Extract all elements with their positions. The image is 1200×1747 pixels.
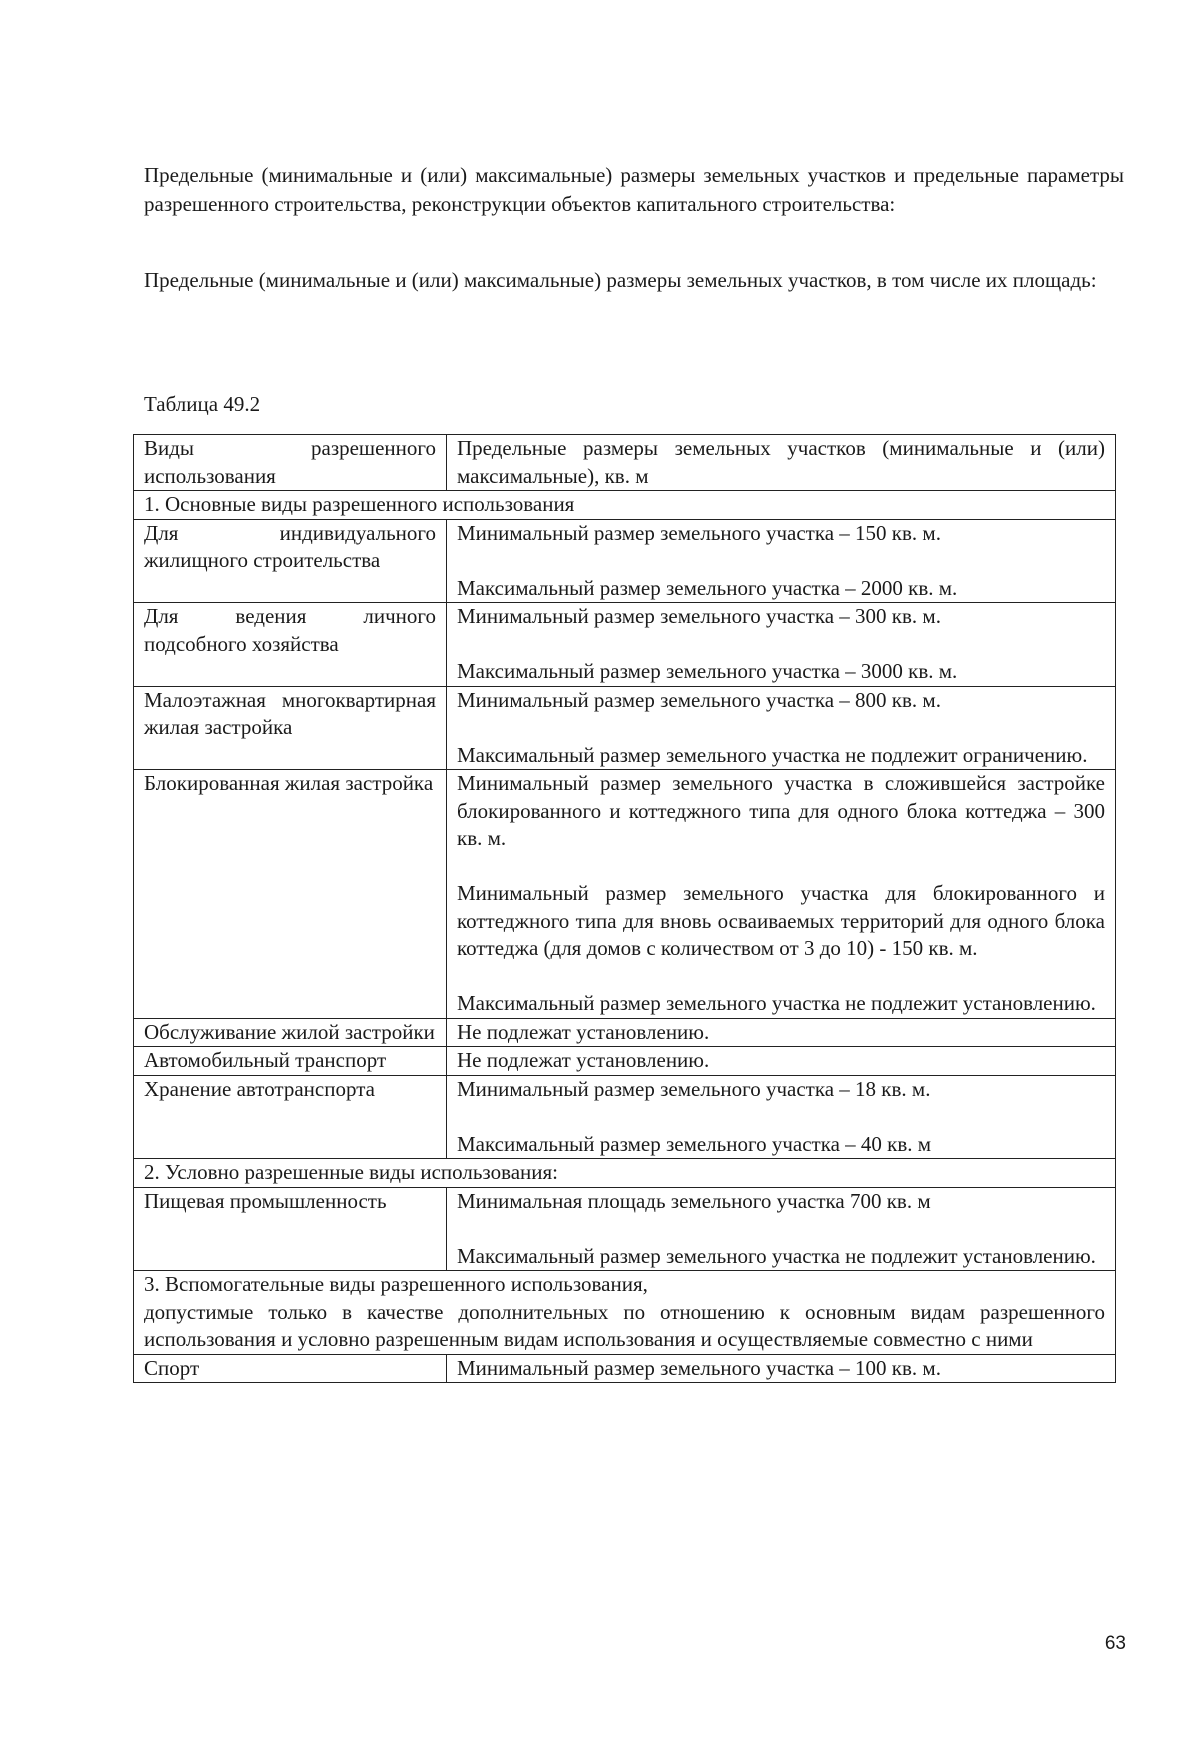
limits-cell <box>447 1187 1116 1271</box>
table-row <box>134 1354 1116 1383</box>
min-size-text: Минимальный размер земельного участка – 300 кв. м. <box>457 604 941 628</box>
max-size-text: Максимальный размер земельного участка – 3000 кв. м. <box>457 659 958 683</box>
use-type-cell: Спорт <box>134 1354 447 1383</box>
min-size-new-text: Минимальный размер земельного участка для блокированного и коттеджного типа для вновь осваиваемых территорий для одного блока коттеджа (для домов с количеством от 3 до 10) - 150 кв. м. <box>457 881 1105 960</box>
section-2-heading: 2. Условно разрешенные виды использования: <box>134 1159 1116 1188</box>
limits-cell <box>447 770 1116 1019</box>
section-row <box>134 1271 1116 1355</box>
use-type-cell: Хранение автотранспорта <box>134 1075 447 1159</box>
header-cell-size-limits: Предельные размеры земельных участков (минимальные и (или) максимальные), кв. м <box>447 435 1116 491</box>
use-type-cell: Обслуживание жилой застройки <box>134 1018 447 1047</box>
use-type-cell: Для индивидуального жилищного строительства <box>134 519 447 603</box>
limits-cell <box>447 1075 1116 1159</box>
min-size-text: Минимальная площадь земельного участка 700 кв. м <box>457 1188 931 1213</box>
limits-cell <box>447 603 1116 687</box>
section-3-title: 3. Вспомогательные виды разрешенного использования, <box>144 1272 648 1296</box>
table-row <box>134 770 1116 1019</box>
limits-cell: Не подлежат установлению. <box>447 1047 1116 1076</box>
max-size-text: Максимальный размер земельного участка – 2000 кв. м. <box>457 575 958 600</box>
table-row <box>134 1187 1116 1271</box>
section-row <box>134 491 1116 520</box>
max-size-text: Максимальный размер земельного участка не подлежит установлению. <box>457 1243 1096 1268</box>
use-type-cell: Автомобильный транспорт <box>134 1047 447 1076</box>
table-row <box>134 686 1116 770</box>
max-size-text: Максимальный размер земельного участка – 40 кв. м <box>457 1131 932 1156</box>
intro-paragraph-2: Предельные (минимальные и (или) максимальные) размеры земельных участков, в том числе их площадь: <box>144 268 1097 292</box>
min-size-text: Минимальный размер земельного участка – 150 кв. м. <box>457 520 941 545</box>
section-row <box>134 1159 1116 1188</box>
header-cell-use-types: Виды разрешенного использования <box>134 435 447 491</box>
limits-cell <box>447 686 1116 770</box>
min-size-text: Минимальный размер земельного участка – 18 кв. м. <box>457 1076 931 1101</box>
table-row <box>134 1075 1116 1159</box>
section-3-heading <box>134 1271 1116 1355</box>
use-type-cell: Для ведения личного подсобного хозяйства <box>134 603 447 687</box>
use-type-cell: Малоэтажная многоквартирная жилая застройка <box>134 686 447 770</box>
limits-cell: Не подлежат установлению. <box>447 1018 1116 1047</box>
use-type-cell: Пищевая промышленность <box>134 1187 447 1271</box>
table-row <box>134 1018 1116 1047</box>
table-caption: Таблица 49.2 <box>144 392 261 416</box>
table-row <box>134 1047 1116 1076</box>
limits-cell: Минимальный размер земельного участка – 100 кв. м. <box>447 1354 1116 1383</box>
min-size-existing-text: Минимальный размер земельного участка в сложившейся застройке блокированного и коттеджного типа для одного блока коттеджа – 300 кв. м. <box>457 771 1105 850</box>
limits-cell <box>447 519 1116 603</box>
table-row <box>134 519 1116 603</box>
section-3-description: допустимые только в качестве дополнительных по отношению к основным видам разрешенного использования и условно разрешенным видам использования и осуществляемые совместно с ними <box>144 1299 1105 1351</box>
intro-paragraph-1: Предельные (минимальные и (или) максимальные) размеры земельных участков и предельные параметры разрешенного строительства, реконструкции объектов капитального строительства: <box>144 163 1124 216</box>
max-size-text: Максимальный размер земельного участка не подлежит ограничению. <box>457 742 1088 767</box>
max-size-text: Максимальный размер земельного участка не подлежит установлению. <box>457 991 1096 1015</box>
table-row <box>134 603 1116 687</box>
section-1-heading: 1. Основные виды разрешенного использования <box>134 491 1116 520</box>
use-type-cell: Блокированная жилая застройка <box>134 770 447 1019</box>
min-size-text: Минимальный размер земельного участка – 800 кв. м. <box>457 687 941 712</box>
page-number: 63 <box>1104 1633 1126 1654</box>
land-size-table <box>133 434 1116 1383</box>
table-header-row <box>134 435 1116 491</box>
